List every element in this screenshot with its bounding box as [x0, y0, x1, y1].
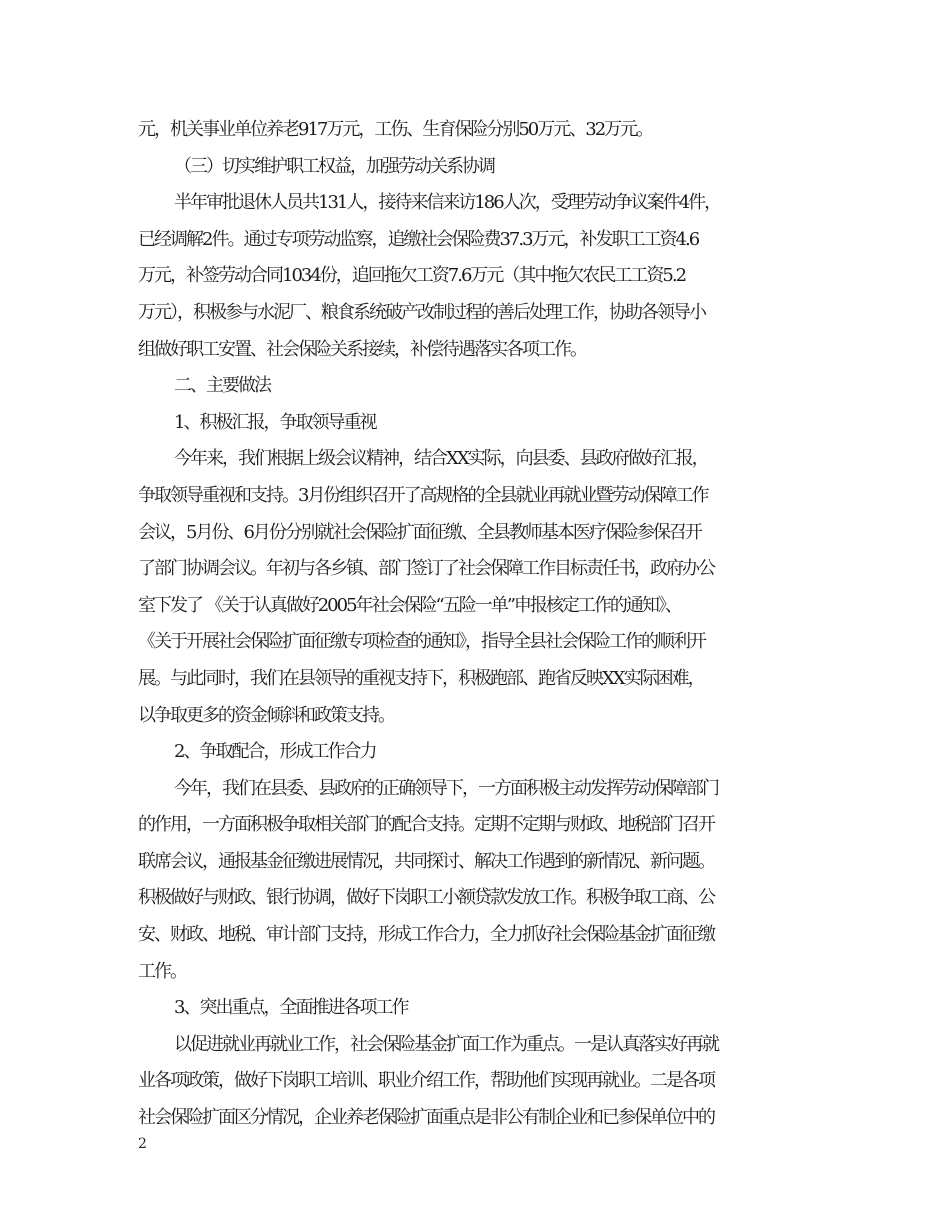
text-line: 今年来，我们根据上级会议精神，结合XX实际，向县委、县政府做好汇报，	[174, 448, 708, 470]
document-body	[138, 112, 814, 1137]
text-line: 业各项政策，做好下岗职工培训、职业介绍工作，帮助他们实现再就业。二是各项	[138, 1070, 714, 1092]
text-line: 元，机关事业单位养老917万元，工伤、生育保险分别50万元、32万元。	[138, 119, 653, 140]
section-heading: 二、主要做法	[174, 375, 270, 397]
text-line: 了部门协调会议。年初与各乡镇、部门签订了社会保障工作目标责任书，政府办公	[138, 558, 714, 580]
text-line: 会议，5月份、6月份分别就社会保险扩面征缴、全县教师基本医疗保险参保召开	[138, 521, 701, 543]
text-line: 工作。	[138, 960, 186, 982]
text-line: 以争取更多的资金倾斜和政策支持。	[138, 704, 394, 726]
text-line: 安、财政、地税、审计部门支持，形成工作合力，全力抓好社会保险基金扩面征缴	[138, 924, 714, 946]
text-line: 争取领导重视和支持。3月份组织召开了高规格的全县就业再就业暨劳动保障工作	[138, 484, 708, 506]
page-number: 2	[138, 1136, 147, 1152]
text-line: 室下发了 《关于认真做好2005年社会保险“五险一单”申报核定工作的通知》、	[138, 594, 681, 616]
text-line: 今年，我们在县委、县政府的正确领导下，一方面积极主动发挥劳动保障部门	[174, 777, 718, 799]
text-line: 组做好职工安置、社会保险关系接续，补偿待遇落实各项工作。	[138, 338, 586, 360]
text-line: 社会保险扩面区分情况，企业养老保险扩面重点是非公有制企业和已参保单位中的	[138, 1107, 714, 1129]
text-line: 《关于开展社会保险扩面征缴专项检查的通知》，指导全县社会保险工作的顺利开	[138, 631, 705, 653]
subsection-heading: 3、突出重点，全面推进各项工作	[174, 997, 408, 1019]
text-line: 以促进就业再就业工作，社会保险基金扩面工作为重点。一是认真落实好再就	[174, 1033, 718, 1055]
text-line: 半年审批退休人员共131人，接待来信来访186人次，受理劳动争议案件4件，	[174, 192, 721, 214]
text-line: 万元），积极参与水泥厂、粮食系统破产改制过程的善后处理工作，协助各领导小	[138, 301, 705, 323]
text-line: 积极做好与财政、银行协调，做好下岗职工小额贷款发放工作。积极争取工商、公	[138, 887, 714, 909]
subsection-heading: 2、争取配合，形成工作合力	[174, 741, 376, 763]
subsection-heading: 1、积极汇报，争取领导重视	[174, 411, 376, 433]
section-heading: （三）切实维护职工权益，加强劳动关系协调	[174, 155, 494, 177]
text-line: 展。与此同时，我们在县领导的重视支持下，积极跑部、跑省反映XX实际困难，	[138, 667, 704, 689]
text-line: 万元，补签劳动合同1034份，追回拖欠工资7.6万元（其中拖欠农民工工资5.2	[138, 265, 686, 287]
text-line: 联席会议，通报基金征缴进展情况，共同探讨、解决工作遇到的新情况、新问题。	[138, 850, 714, 872]
text-line: 的作用，一方面积极争取相关部门的配合支持。定期不定期与财政、地税部门召开	[138, 814, 714, 836]
text-line: 已经调解2件。通过专项劳动监察，追缴社会保险费37.3万元，补发职工工资4.6	[138, 228, 699, 250]
